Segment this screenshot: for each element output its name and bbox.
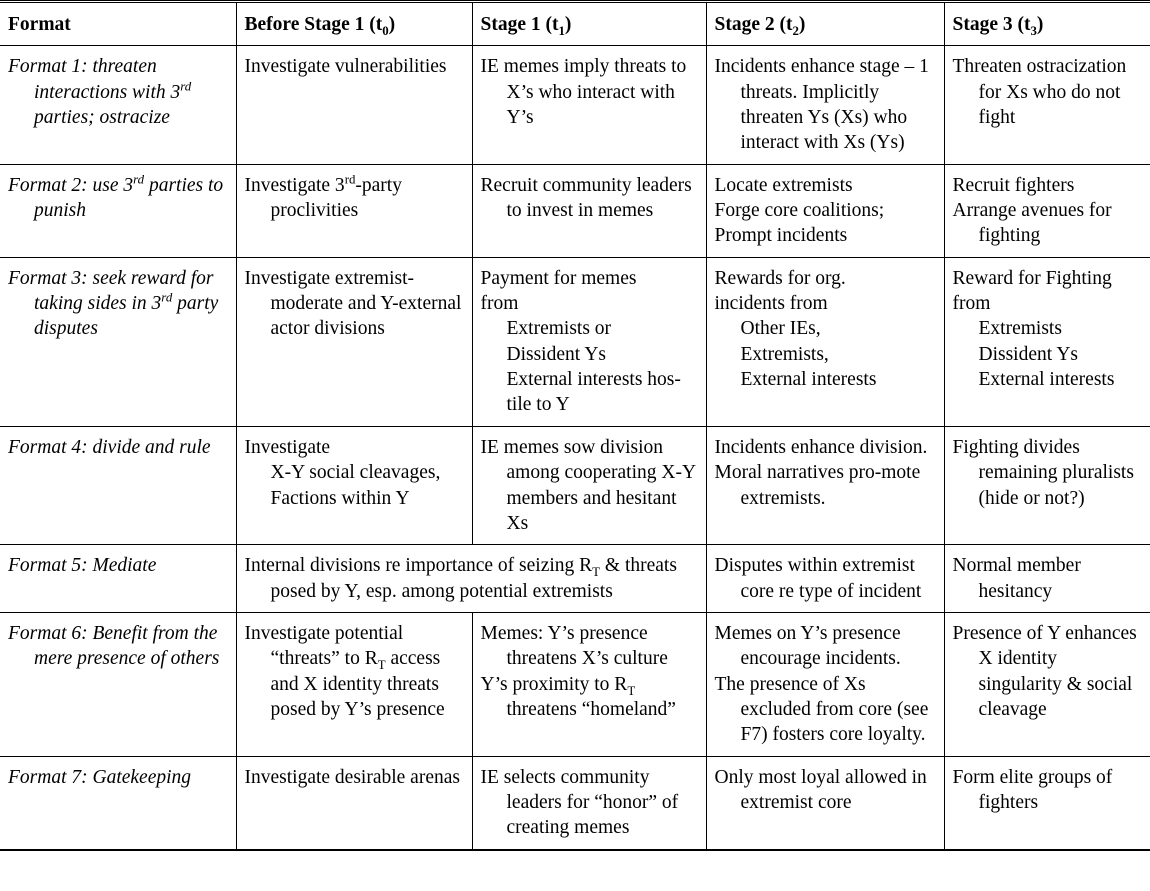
cell-format-4-name xyxy=(0,426,236,544)
cell-format-6-t1 xyxy=(472,612,706,756)
header-text-before-stage-1: Before Stage 1 $(t_0)$ xyxy=(244,14,396,38)
cell-format-5-name xyxy=(0,545,236,613)
table-row xyxy=(0,46,1150,164)
column-header-stage-1 xyxy=(472,2,706,46)
format-4-t2-text-a: Incidents enhance division. xyxy=(714,436,928,458)
format-5-merged-text: Internal divisions re importance of seizing $R_T$ & threats posed by Y, esp. among potential extremists xyxy=(244,555,677,602)
table-row xyxy=(0,756,1150,850)
format-6-label: Format 6: Benefit from the mere presence of others xyxy=(8,622,220,670)
format-1-t1-text: IE memes imply threats to X’s who interact with Y’s xyxy=(480,56,687,129)
header-text-stage-1: Stage 1 $(t_1)$ xyxy=(480,14,572,38)
cell-format-1-t3 xyxy=(944,46,1150,164)
cell-format-7-t2 xyxy=(706,756,944,850)
format-7-t2-text: Only most loyal allowed in extremist core xyxy=(714,766,927,813)
table-header-row xyxy=(0,2,1150,46)
format-6-t2-text-b: The presence of Xs excluded from core (see F7) fosters core loyalty. xyxy=(714,673,929,746)
column-header-before-stage-1 xyxy=(236,2,472,46)
format-4-t0-head: Investigate xyxy=(244,436,331,458)
format-3-t1-head: Payment for memes xyxy=(480,267,637,289)
format-7-t3-text: Form elite groups of fighters xyxy=(952,766,1113,813)
format-3-t2-sub: incidents from xyxy=(714,293,828,315)
table-row xyxy=(0,545,1150,613)
cell-format-5-t3 xyxy=(944,545,1150,613)
cell-format-6-t0 xyxy=(236,612,472,756)
format-7-label: Format 7: Gatekeeping xyxy=(8,766,192,788)
format-2-t2-line-1: Locate extremists xyxy=(714,174,853,196)
format-6-t1-text-b: Y’s proximity to $R_T$ threatens “homeland” xyxy=(480,673,676,720)
cell-format-6-t3 xyxy=(944,612,1150,756)
cell-format-6-t2 xyxy=(706,612,944,756)
format-1-label: Format 1: threaten interactions with 3rd parties; ostracize xyxy=(8,56,192,129)
cell-format-4-t3 xyxy=(944,426,1150,544)
cell-format-1-t0 xyxy=(236,46,472,164)
format-3-t1-item-3: External interests hos-tile to Y xyxy=(506,369,681,416)
format-3-t3-item-1: Extremists xyxy=(978,318,1062,340)
format-4-t1-text: IE memes sow division among cooperating X-Y members and hesitant Xs xyxy=(480,436,696,534)
header-text-stage-3: Stage 3 $(t_3)$ xyxy=(952,14,1044,38)
table-row xyxy=(0,257,1150,426)
format-3-t2-head: Rewards for org. xyxy=(714,267,846,289)
format-3-label: Format 3: seek reward for taking sides in 3rd party disputes xyxy=(8,267,219,340)
format-6-t1-text-a: Memes: Y’s presence threatens X’s culture xyxy=(480,622,668,670)
column-header-format xyxy=(0,2,236,46)
cell-format-4-t1 xyxy=(472,426,706,544)
format-3-t1-item-1: Extremists or xyxy=(506,318,612,340)
format-5-t3-text: Normal member hesitancy xyxy=(952,555,1081,602)
cell-format-2-t3 xyxy=(944,164,1150,257)
cell-format-1-t1 xyxy=(472,46,706,164)
format-1-t2-text: Incidents enhance stage – 1 threats. Implicitly threaten Ys (Xs) who interact with Xs (Ys) xyxy=(714,56,929,154)
format-4-t0-item-2: Factions within Y xyxy=(270,487,410,509)
format-3-t2-item-1: Other IEs, xyxy=(740,318,821,340)
format-2-t1-text: Recruit community leaders to invest in memes xyxy=(480,174,692,222)
header-text-stage-2: Stage 2 $(t_2)$ xyxy=(714,14,806,38)
format-3-t3-from: from xyxy=(952,293,991,315)
cell-format-1-t2 xyxy=(706,46,944,164)
cell-format-4-t2 xyxy=(706,426,944,544)
format-4-t2-text-b: Moral narratives pro-mote extremists. xyxy=(714,462,921,509)
cell-format-2-t1 xyxy=(472,164,706,257)
table-row xyxy=(0,426,1150,544)
format-1-t3-text: Threaten ostracization for Xs who do not fight xyxy=(952,56,1127,129)
cell-format-7-t3 xyxy=(944,756,1150,850)
cell-format-3-t2 xyxy=(706,257,944,426)
column-header-stage-2 xyxy=(706,2,944,46)
format-3-t1-from: from xyxy=(480,293,519,315)
format-2-label: Format 2: use 3rd parties to punish xyxy=(8,172,224,222)
format-3-t3-item-2: Dissident Ys xyxy=(978,343,1078,365)
format-1-t0-text: Investigate vulnerabilities xyxy=(244,56,447,78)
format-3-t1-item-2: Dissident Ys xyxy=(506,343,606,365)
format-3-t2-item-2: Extremists, xyxy=(740,343,829,365)
cell-format-3-t1 xyxy=(472,257,706,426)
format-2-t2-line-3: Prompt incidents xyxy=(714,225,848,247)
cell-format-3-t3 xyxy=(944,257,1150,426)
format-2-t0-text: Investigate 3rd-party proclivities xyxy=(244,172,402,222)
cell-format-2-name xyxy=(0,164,236,257)
format-7-t1-text: IE selects community leaders for “honor” of creating memes xyxy=(480,766,679,839)
format-4-t0-item-1: X-Y social cleavages, xyxy=(270,462,441,484)
format-3-t2-item-3: External interests xyxy=(740,369,877,391)
format-5-label: Format 5: Mediate xyxy=(8,555,157,577)
header-text-format: Format xyxy=(8,14,71,35)
format-4-t3-text: Fighting divides remaining pluralists (hide or not?) xyxy=(952,436,1134,509)
format-2-t3-line-1: Recruit fighters xyxy=(952,174,1075,196)
format-3-t0-text: Investigate extremist-moderate and Y-external actor divisions xyxy=(244,267,462,340)
cell-format-7-t0 xyxy=(236,756,472,850)
cell-format-2-t0 xyxy=(236,164,472,257)
cell-format-5-merged-t0-t1 xyxy=(236,545,706,613)
column-header-stage-3 xyxy=(944,2,1150,46)
format-6-t3-text: Presence of Y enhances X identity singularity & social cleavage xyxy=(952,622,1137,720)
cell-format-3-name xyxy=(0,257,236,426)
cell-format-7-t1 xyxy=(472,756,706,850)
table-row xyxy=(0,164,1150,257)
format-2-t3-line-2: Arrange avenues for fighting xyxy=(952,200,1112,247)
format-4-label: Format 4: divide and rule xyxy=(8,436,211,458)
cell-format-6-name xyxy=(0,612,236,756)
table-header xyxy=(0,2,1150,46)
format-6-t0-text: Investigate potential “threats” to $R_T$ access and X identity threats posed by Y’s presence xyxy=(244,622,445,720)
format-3-t3-item-3: External interests xyxy=(978,369,1115,391)
cell-format-7-name xyxy=(0,756,236,850)
format-5-t2-text: Disputes within extremist core re type of incident xyxy=(714,555,922,602)
table-body xyxy=(0,46,1150,850)
format-7-t0-text: Investigate desirable arenas xyxy=(244,766,460,788)
format-3-t3-head: Reward for Fighting xyxy=(952,267,1112,289)
cell-format-3-t0 xyxy=(236,257,472,426)
cell-format-1-name xyxy=(0,46,236,164)
format-6-t2-text-a: Memes on Y’s presence encourage incidents. xyxy=(714,622,901,670)
cell-format-5-t2 xyxy=(706,545,944,613)
format-2-t2-line-2: Forge core coalitions; xyxy=(714,200,885,222)
table-row xyxy=(0,612,1150,756)
cell-format-4-t0 xyxy=(236,426,472,544)
cell-format-2-t2 xyxy=(706,164,944,257)
